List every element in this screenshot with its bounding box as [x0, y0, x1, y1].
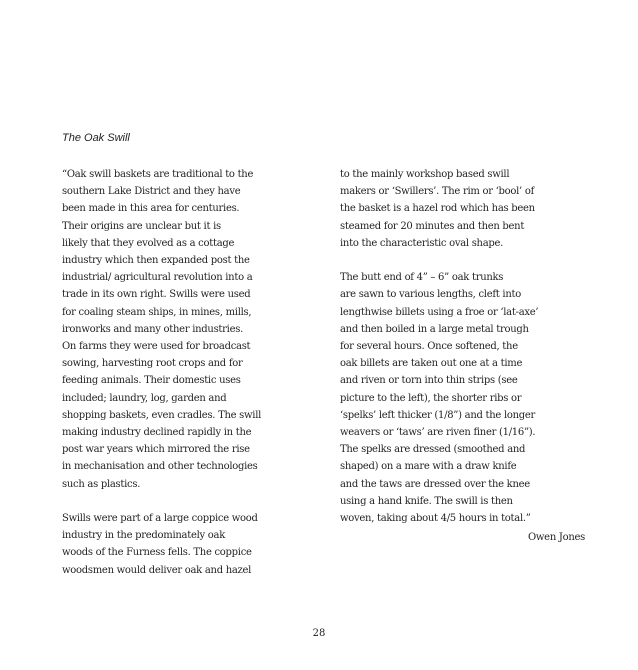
text-line: oak billets are taken out one at a time: [340, 358, 523, 370]
text-line: into the characteristic oval shape.: [340, 237, 504, 249]
text-line: trade in its own right. Swills were used: [62, 289, 251, 301]
text-line: such as plastics.: [62, 478, 141, 490]
text-line: southern Lake District and they have: [62, 186, 241, 198]
text-line: shopping baskets, even cradles. The swill: [62, 409, 262, 421]
text-line: The spelks are dressed (smoothed and: [340, 444, 526, 456]
text-line: industrial/ agricultural revolution into a: [62, 272, 253, 284]
text-line: and then boiled in a large metal trough: [340, 323, 529, 335]
left-column: [62, 166, 307, 579]
text-line: On farms they were used for broadcast: [62, 341, 251, 353]
text-line: woodsmen would deliver oak and hazel: [62, 564, 252, 576]
text-line: and riven or torn into thin strips (see: [340, 375, 518, 387]
text-line: woods of the Furness fells. The coppice: [62, 547, 252, 559]
text-line: for several hours. Once softened, the: [340, 341, 518, 353]
text-line: sowing, harvesting root crops and for: [62, 358, 243, 370]
text-line: and the taws are dressed over the knee: [340, 478, 530, 490]
right-paragraph-2: [340, 269, 590, 527]
text-line: using a hand knife. The swill is then: [340, 495, 513, 507]
text-line: Swills were part of a large coppice wood: [62, 513, 258, 525]
text-line: making industry declined rapidly in the: [62, 427, 252, 439]
text-line: included; laundry, log, garden and: [62, 392, 227, 404]
text-line: picture to the left), the shorter ribs or: [340, 392, 522, 404]
attribution: Owen Jones: [527, 532, 585, 544]
text-line: woven, taking about 4/5 hours in total.”: [340, 513, 531, 525]
text-line: post war years which mirrored the rise: [62, 444, 250, 456]
text-line: shaped) on a mare with a draw knife: [340, 461, 517, 473]
text-line: feeding animals. Their domestic uses: [62, 375, 241, 387]
text-line: Their origins are unclear but it is: [62, 220, 221, 232]
text-line: to the mainly workshop based swill: [340, 169, 510, 180]
text-line: ‘spelks’ left thicker (1/8”) and the longer: [340, 409, 536, 421]
right-paragraph-1: [340, 166, 590, 252]
text-line: steamed for 20 minutes and then bent: [340, 220, 525, 232]
text-line: lengthwise billets using a froe or ‘lat-axe’: [340, 306, 539, 318]
paragraph-gap: [340, 252, 590, 269]
section-heading: The Oak Swill: [62, 132, 130, 144]
left-paragraph-2: [62, 510, 307, 579]
text-line: industry which then expanded post the: [62, 255, 250, 267]
text-line: likely that they evolved as a cottage: [62, 237, 235, 249]
text-line: in mechanisation and other technologies: [62, 461, 258, 473]
text-line: The butt end of 4” – 6” oak trunks: [340, 272, 504, 284]
text-line: weavers or ‘taws’ are riven finer (1/16”).: [340, 427, 536, 439]
text-line: industry in the predominately oak: [62, 530, 225, 542]
text-line: ironworks and many other industries.: [62, 323, 243, 335]
text-line: makers or ‘Swillers’. The rim or ‘bool’ of: [340, 186, 535, 198]
page-number: 28: [312, 628, 326, 639]
right-column: [340, 166, 590, 546]
paragraph-gap: [62, 493, 307, 510]
text-line: are sawn to various lengths, cleft into: [340, 289, 521, 301]
text-line: for coaling steam ships, in mines, mills,: [62, 306, 252, 318]
text-line: “Oak swill baskets are traditional to the: [62, 169, 254, 180]
text-line: been made in this area for centuries.: [62, 203, 240, 215]
left-paragraph-1: [62, 166, 307, 493]
text-line: the basket is a hazel rod which has been: [340, 203, 535, 215]
